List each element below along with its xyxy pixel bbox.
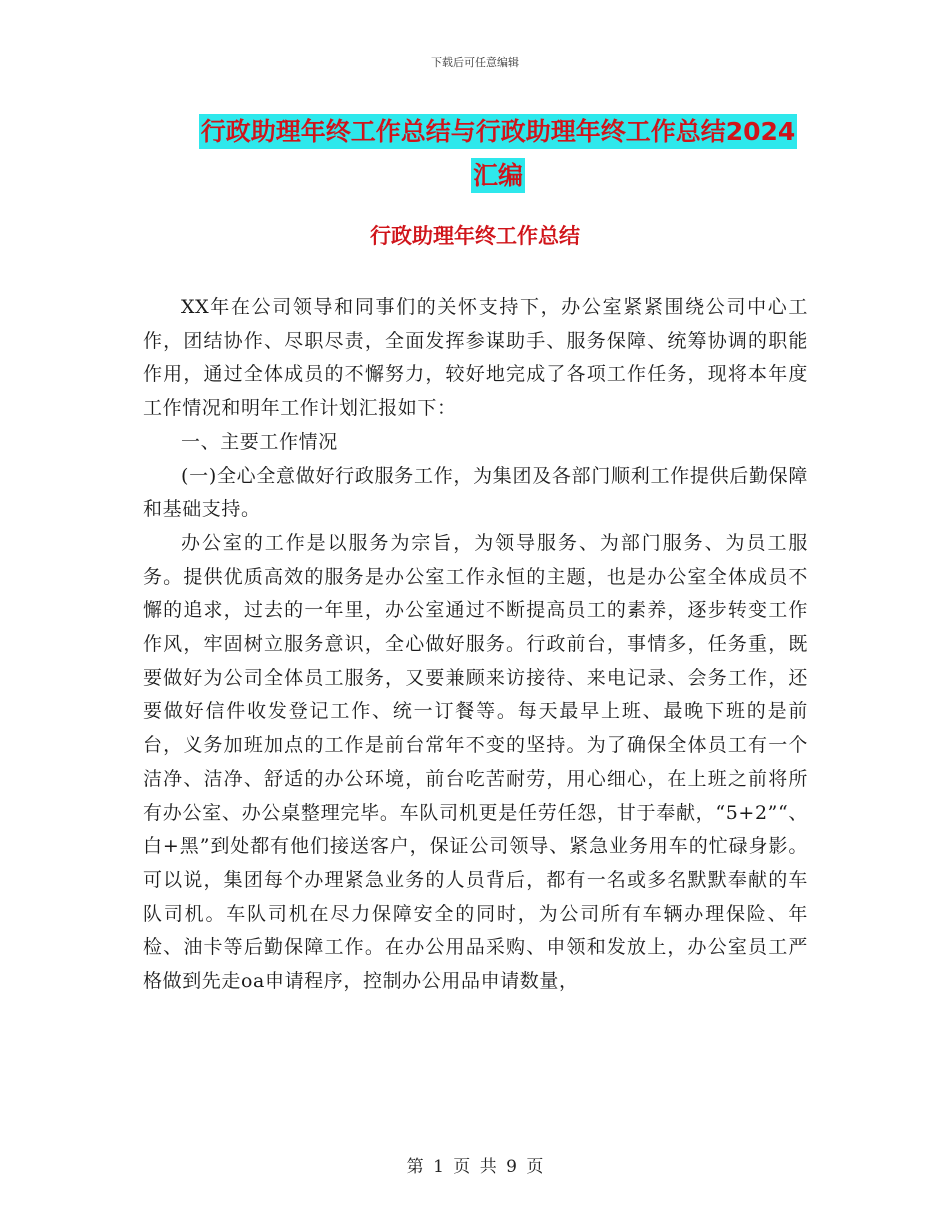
page-header-note: 下载后可任意编辑 <box>431 56 519 69</box>
document-title-text: 行政助理年终工作总结与行政助理年终工作总结2024汇编 <box>199 114 798 193</box>
body-paragraph: 一、主要工作情况 <box>181 430 338 453</box>
document-body <box>143 291 808 999</box>
body-paragraph: 办公室的工作是以服务为宗旨，为领导服务、为部门服务、为员工服务。提供优质高效的服务是办公室工作永恒的主题，也是办公室全体成员不懈的追求，过去的一年里，办公室通过不断提高员工的素养，逐步转变工作作风，牢固树立服务意识，全心做好服务。行政前台，事情多，任务重，既要做好为公司全体员工服务，又要兼顾来访接待、来电记录、会务工作，还要做好信件收发登记工作、统一订餐等。每天最早上班、最晚下班的是前台，义务加班加点的工作是前台常年不变的坚持。为了确保全体员工有一个洁净、洁净、舒适的办公环境，前台吃苦耐劳，用心细心，在上班之前将所有办公室、办公桌整理完毕。车队司机更是任劳任怨，甘于奉献，“5+2”“、白+黑”到处都有他们接送客户，保证公司领导、紧急业务用车的忙碌身影。可以说，集团每个办理紧急业务的人员背后，都有一名或多名默默奉献的车队司机。车队司机在尽力保障安全的同时，为公司所有车辆办理保险、年检、油卡等后勤保障工作。在办公用品采购、申领和发放上，办公室员工严格做到先走oa申请程序，控制办公用品申请数量， <box>143 531 808 993</box>
section-title: 行政助理年终工作总结 <box>370 224 580 248</box>
body-paragraph: (一)全心全意做好行政服务工作，为集团及各部门顺利工作提供后勤保障和基础支持。 <box>143 464 808 521</box>
body-paragraph: XX年在公司领导和同事们的关怀支持下，办公室紧紧围绕公司中心工作，团结协作、尽职尽责，全面发挥参谋助手、服务保障、统筹协调的职能作用，通过全体成员的不懈努力，较好地完成了各项工作任务，现将本年度工作情况和明年工作计划汇报如下： <box>143 296 808 420</box>
page-number-footer: 第 1 页 共 9 页 <box>406 1157 544 1177</box>
document-title <box>188 110 808 198</box>
